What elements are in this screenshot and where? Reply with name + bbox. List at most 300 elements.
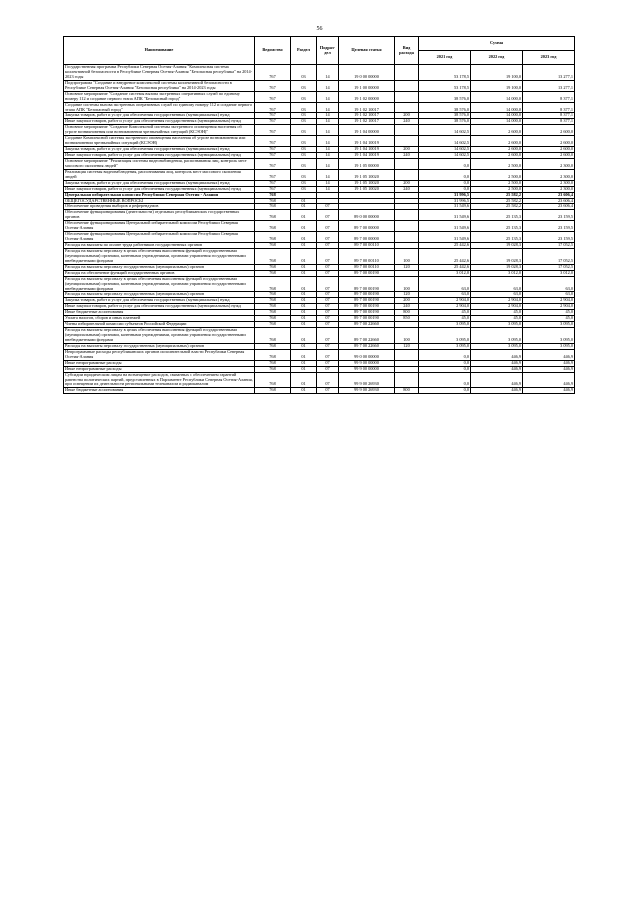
row-sum-2023: 23 159,5 [523, 210, 575, 221]
row-name: Иные бюджетные ассигнования [64, 388, 255, 394]
row-sum-2022: 19 028,3 [471, 248, 523, 264]
row-exp-type: 200 [395, 113, 419, 119]
row-sum-2022: 446,9 [471, 372, 523, 388]
row-sum-2022: 25 135,3 [471, 210, 523, 221]
row-sum-2023: 45,0 [523, 316, 575, 322]
row-sum-2023: 3 095,0 [523, 328, 575, 344]
row-sum-2023: 23 159,5 [523, 232, 575, 243]
row-subsection: 14 [317, 169, 339, 180]
row-sum-2021: 3 095,0 [419, 328, 471, 344]
row-sum-2023: 2 300,0 [523, 186, 575, 192]
row-sum-2022: 63,0 [471, 276, 523, 292]
row-dept: 767 [255, 80, 291, 91]
row-section: 03 [291, 186, 317, 192]
table-row [64, 210, 575, 221]
row-exp-type: 800 [395, 388, 419, 394]
row-sum-2021: 3 012,0 [419, 270, 471, 276]
row-dept: 768 [255, 360, 291, 366]
row-section: 03 [291, 65, 317, 81]
row-sum-2021: 53 178,5 [419, 65, 471, 81]
row-dept: 768 [255, 298, 291, 304]
row-sum-2021: 0,0 [419, 169, 471, 180]
row-name: Иные непрограммные расходы [64, 366, 255, 372]
row-exp-type [395, 232, 419, 243]
table-row [64, 158, 575, 169]
row-name: Обеспечение функционирования (деятельности) отдельных республиканских государственных органов [64, 210, 255, 221]
row-target: 99 0 00 00000 [339, 349, 395, 360]
row-sum-2021: 63,0 [419, 292, 471, 298]
row-dept: 768 [255, 198, 291, 204]
row-exp-type [395, 91, 419, 102]
row-name: Субсидии юридическим лицам на возмещение расходов, связанных с обеспечением гарантий равенства политических партий, представленных в Парламенте Республики Северная Осетия-Алания, при освещении их деятельности региональными телеканалом и радиоканалом [65, 372, 253, 387]
row-section: 01 [291, 349, 317, 360]
row-sum-2023: 2 600,0 [523, 136, 575, 147]
row-sum-2021: 31 996,5 [419, 192, 471, 198]
row-exp-type [395, 372, 419, 388]
row-subsection: 07 [317, 343, 339, 349]
row-sum-2023: 2 600,0 [523, 153, 575, 159]
row-sum-2021: 63,0 [419, 276, 471, 292]
row-dept: 767 [255, 119, 291, 125]
row-name: Расходы на выплаты персоналу государственных (муниципальных) органов [64, 292, 255, 298]
row-dept: 768 [255, 204, 291, 210]
row-dept: 768 [255, 310, 291, 316]
row-target: 19 1 05 10020 [339, 186, 395, 192]
row-dept: 768 [255, 192, 291, 198]
row-exp-type: 800 [395, 310, 419, 316]
row-target: 19 1 00 00000 [339, 80, 395, 91]
row-name: Реализация системы видеонаблюдения, распознавания лиц, контроль мест массового скопления людей [64, 169, 255, 180]
row-section: 03 [291, 113, 317, 119]
row-sum-2021: 0,0 [419, 349, 471, 360]
row-dept: 768 [255, 349, 291, 360]
row-sum-2022: 19 028,3 [471, 243, 523, 249]
row-exp-type: 120 [395, 292, 419, 298]
row-dept: 768 [255, 264, 291, 270]
row-sum-2022: 2 600,0 [471, 153, 523, 159]
row-exp-type [395, 169, 419, 180]
row-sum-2023: 3 095,0 [523, 343, 575, 349]
row-sum-2022: 2 904,0 [471, 304, 523, 310]
row-section: 01 [291, 232, 317, 243]
row-name: Центральная избирательная комиссия Республики Северная Осетия - Алания [64, 192, 255, 198]
row-exp-type: 100 [395, 276, 419, 292]
row-exp-type: 200 [395, 147, 419, 153]
row-name: Обеспечение функционирования Центральной избирательной комиссии Республики Северная Осетия-Алания [64, 221, 255, 232]
row-sum-2021: 2 904,0 [419, 304, 471, 310]
table-row [64, 80, 575, 91]
row-subsection: 07 [317, 360, 339, 366]
header-section: Раздел [291, 37, 317, 65]
row-subsection: 14 [317, 153, 339, 159]
row-sum-2022: 19 028,3 [471, 264, 523, 270]
row-subsection: 07 [317, 298, 339, 304]
row-subsection: 07 [317, 388, 339, 394]
row-target: 19 1 05 00000 [339, 158, 395, 169]
row-sum-2022: 3 095,0 [471, 343, 523, 349]
row-target: 89 7 00 00110 [339, 264, 395, 270]
row-name: Иные закупки товаров, работ и услуг для обеспечения государственных (муниципальных) нужд [64, 304, 255, 310]
row-name: Иные закупки товаров, работ и услуг для обеспечения государственных (муниципальных) нужд [64, 186, 255, 192]
row-sum-2023: 8 377,1 [523, 102, 575, 113]
row-sum-2021: 25 442,6 [419, 264, 471, 270]
row-sum-2021: 14 602,5 [419, 147, 471, 153]
row-sum-2022: 2 600,0 [471, 125, 523, 136]
row-section: 03 [291, 153, 317, 159]
row-subsection: 07 [317, 248, 339, 264]
header-dept: Ведомство [255, 37, 291, 65]
row-section: 01 [291, 388, 317, 394]
row-exp-type [395, 158, 419, 169]
row-dept: 768 [255, 328, 291, 344]
table-row [64, 248, 575, 264]
row-sum-2022: 2 500,0 [471, 169, 523, 180]
row-section: 01 [291, 243, 317, 249]
row-name: Иные непрограммные расходы [64, 360, 255, 366]
row-target: 99 9 00 26930 [339, 372, 395, 388]
row-sum-2021: 0,0 [419, 360, 471, 366]
row-sum-2023: 446,9 [523, 366, 575, 372]
row-target: 89 7 00 00110 [339, 243, 395, 249]
row-section: 01 [291, 264, 317, 270]
row-exp-type: 120 [395, 343, 419, 349]
row-sum-2021: 14 602,5 [419, 153, 471, 159]
row-sum-2021: 0,0 [419, 372, 471, 388]
row-section: 01 [291, 198, 317, 204]
row-subsection: 07 [317, 349, 339, 360]
row-subsection: 14 [317, 158, 339, 169]
row-dept: 768 [255, 343, 291, 349]
table-row [64, 388, 575, 394]
row-name: Иные закупки товаров, работ и услуг для обеспечения государственных (муниципальных) нужд [64, 119, 255, 125]
row-subsection: 07 [317, 304, 339, 310]
row-exp-type: 200 [395, 298, 419, 304]
row-sum-2021: 0,0 [419, 158, 471, 169]
row-exp-type [395, 125, 419, 136]
row-section: 03 [291, 158, 317, 169]
row-target: 19 1 04 10019 [339, 153, 395, 159]
table-row [64, 372, 575, 388]
row-name: Расходы на обеспечение функций государственных органов [64, 270, 255, 276]
row-sum-2023: 17 052,5 [523, 243, 575, 249]
row-exp-type: 240 [395, 153, 419, 159]
row-sum-2023: 63,0 [523, 292, 575, 298]
row-target: 89 7 00 00190 [339, 276, 395, 292]
row-target: 99 9 00 26930 [339, 388, 395, 394]
row-dept: 768 [255, 221, 291, 232]
row-dept: 767 [255, 153, 291, 159]
row-name: Расходы на выплаты персоналу государственных (муниципальных) органов [64, 264, 255, 270]
row-sum-2022: 446,9 [471, 388, 523, 394]
row-sum-2023: 2 600,0 [523, 147, 575, 153]
row-section: 03 [291, 80, 317, 91]
row-target: 89 7 00 00190 [339, 298, 395, 304]
row-name: Закупка товаров, работ и услуг для обеспечения государственных (муниципальных) нужд [64, 298, 255, 304]
row-subsection: 14 [317, 136, 339, 147]
row-sum-2022: 25 582,2 [471, 204, 523, 210]
row-sum-2022: 63,0 [471, 292, 523, 298]
row-section: 03 [291, 136, 317, 147]
row-sum-2021: 38 576,0 [419, 102, 471, 113]
row-sum-2023: 23 606,4 [523, 198, 575, 204]
row-section: 01 [291, 360, 317, 366]
table-row [64, 102, 575, 113]
row-target: 89 7 00 00000 [339, 232, 395, 243]
row-sum-2022: 2 500,0 [471, 180, 523, 186]
table-row [64, 276, 575, 292]
table-row [64, 169, 575, 180]
row-section: 03 [291, 119, 317, 125]
row-section: 01 [291, 366, 317, 372]
row-name: Расходы на выплаты персоналу в целях обеспечения выполнения функций государственными (муниципальными) органами, казенными учреждениями, органами управления государственными внебюджетными фондами [64, 276, 255, 292]
row-dept: 767 [255, 186, 291, 192]
row-sum-2021: 31 549,6 [419, 221, 471, 232]
row-dept: 768 [255, 322, 291, 328]
row-dept: 768 [255, 388, 291, 394]
row-exp-type: 120 [395, 264, 419, 270]
row-section: 01 [291, 204, 317, 210]
row-sum-2022: 2 600,0 [471, 136, 523, 147]
row-sum-2021: 14 602,5 [419, 125, 471, 136]
row-sum-2021: 31 549,6 [419, 210, 471, 221]
row-subsection: 14 [317, 65, 339, 81]
table-row [64, 349, 575, 360]
header-name: Наименование [64, 37, 255, 65]
row-sum-2023: 8 377,1 [523, 91, 575, 102]
row-sum-2021: 38 576,0 [419, 91, 471, 102]
row-exp-type [395, 136, 419, 147]
row-dept: 768 [255, 292, 291, 298]
row-dept: 767 [255, 65, 291, 81]
row-sum-2021: 0,0 [419, 180, 471, 186]
row-dept: 767 [255, 125, 291, 136]
row-sum-2021: 0,0 [419, 186, 471, 192]
row-exp-type: 850 [395, 316, 419, 322]
row-exp-type: 100 [395, 248, 419, 264]
row-name: Закупка товаров, работ и услуг для обеспечения государственных (муниципальных) нужд [64, 180, 255, 186]
row-sum-2023: 2 904,0 [523, 304, 575, 310]
row-sum-2022: 25 582,2 [471, 192, 523, 198]
row-section: 01 [291, 343, 317, 349]
row-exp-type [395, 349, 419, 360]
row-target: 89 7 00 00190 [339, 316, 395, 322]
row-name: Иные бюджетные ассигнования [64, 310, 255, 316]
row-sum-2023: 23 159,5 [523, 221, 575, 232]
row-section: 01 [291, 304, 317, 310]
row-name: Основное мероприятие "Создание системы вызова экстренных оперативных служб по единому номеру 112 и создание первого этапа АПК "Безопасный город" [64, 91, 255, 102]
row-dept: 767 [255, 91, 291, 102]
row-section: 03 [291, 180, 317, 186]
row-target: 89 7 00 22660 [339, 328, 395, 344]
row-subsection: 07 [317, 322, 339, 328]
table-row [64, 125, 575, 136]
row-dept: 768 [255, 366, 291, 372]
row-sum-2021: 25 442,6 [419, 248, 471, 264]
row-subsection: 07 [317, 310, 339, 316]
row-exp-type: 100 [395, 328, 419, 344]
row-subsection: 14 [317, 102, 339, 113]
row-target: 89 7 00 22660 [339, 343, 395, 349]
row-dept: 768 [255, 316, 291, 322]
row-subsection: 07 [317, 366, 339, 372]
page-number: 56 [316, 26, 323, 32]
row-subsection: 14 [317, 125, 339, 136]
row-sum-2022: 446,9 [471, 360, 523, 366]
row-section: 01 [291, 248, 317, 264]
table-row [64, 65, 575, 81]
row-sum-2021: 0,0 [419, 388, 471, 394]
row-dept: 767 [255, 136, 291, 147]
row-dept: 768 [255, 210, 291, 221]
row-dept: 767 [255, 102, 291, 113]
row-name: Создание системы вызова экстренных оперативных служб по единому номеру 112 и создание первого этапа АПК "Безопасный город" [64, 102, 255, 113]
row-name: Основное мероприятие "Создание Комплексной системы экстренного оповещения населения об угрозе возникновения или возникновении чрезвычайных ситуаций (КСЭОН)" [64, 125, 255, 136]
row-sum-2023: 17 052,5 [523, 248, 575, 264]
row-sum-2022: 45,0 [471, 316, 523, 322]
row-target: 19 1 05 10020 [339, 180, 395, 186]
row-target: 19 1 02 10017 [339, 119, 395, 125]
row-name: Члены избирательной комиссии субъектов Российской Федерации [64, 322, 255, 328]
table-row [64, 232, 575, 243]
row-subsection: 14 [317, 180, 339, 186]
header-target: Целевая статья [339, 37, 395, 65]
row-name: Государственная программа Республики Северная Осетия-Алания "Комплексная система коллективной безопасности в Республике Северная Осетия-Алания "Безопасная республика" на 2014-2023 годы [64, 65, 255, 81]
row-target: 19 1 02 10017 [339, 113, 395, 119]
row-exp-type [395, 80, 419, 91]
row-sum-2021: 31 549,6 [419, 232, 471, 243]
row-sum-2021: 3 095,0 [419, 322, 471, 328]
row-sum-2022: 3 095,0 [471, 328, 523, 344]
row-subsection: 07 [317, 264, 339, 270]
row-sum-2023: 2 300,0 [523, 180, 575, 186]
row-subsection: 14 [317, 119, 339, 125]
row-dept: 768 [255, 270, 291, 276]
row-section: 03 [291, 125, 317, 136]
row-exp-type: 200 [395, 180, 419, 186]
row-section: 01 [291, 292, 317, 298]
row-section: 01 [291, 372, 317, 388]
row-subsection: 07 [317, 243, 339, 249]
table-body [64, 65, 575, 394]
row-sum-2023: 446,9 [523, 349, 575, 360]
row-exp-type [395, 210, 419, 221]
row-subsection: 14 [317, 91, 339, 102]
row-sum-2023: 446,9 [523, 372, 575, 388]
row-sum-2023: 8 377,1 [523, 113, 575, 119]
row-sum-2023: 23 606,4 [523, 204, 575, 210]
row-sum-2021: 0,0 [419, 366, 471, 372]
row-sum-2022: 2 500,0 [471, 186, 523, 192]
row-section: 01 [291, 276, 317, 292]
row-name: Закупка товаров, работ и услуг для обеспечения государственных (муниципальных) нужд [64, 147, 255, 153]
header-2022: 2022 год [471, 51, 523, 65]
row-sum-2022: 19 100,0 [471, 80, 523, 91]
row-subsection: 14 [317, 186, 339, 192]
row-section: 01 [291, 210, 317, 221]
row-sum-2023: 13 277,1 [523, 65, 575, 81]
budget-table [63, 36, 575, 394]
row-sum-2022: 14 000,0 [471, 113, 523, 119]
row-sum-2023: 63,0 [523, 276, 575, 292]
row-target: 99 9 00 00000 [339, 360, 395, 366]
row-sum-2021: 53 178,5 [419, 80, 471, 91]
row-subsection: 07 [317, 276, 339, 292]
row-sum-2022: 19 100,0 [471, 65, 523, 81]
row-section: 01 [291, 316, 317, 322]
row-target: 89 7 00 00190 [339, 292, 395, 298]
row-dept: 767 [255, 180, 291, 186]
row-name: Расходы на выплаты по оплате труда работников государственных органов [64, 243, 255, 249]
row-dept: 768 [255, 276, 291, 292]
row-dept: 767 [255, 113, 291, 119]
row-target: 89 7 00 00190 [339, 270, 395, 276]
row-target: 19 1 02 00000 [339, 91, 395, 102]
row-section: 01 [291, 322, 317, 328]
row-dept: 767 [255, 158, 291, 169]
row-sum-2023: 2 904,0 [523, 298, 575, 304]
row-target: 19 1 04 00000 [339, 125, 395, 136]
row-subsection: 07 [317, 270, 339, 276]
row-section: 03 [291, 102, 317, 113]
row-name: Создание Комплексной системы экстренного оповещения населения об угрозе возникновения или возникновении чрезвычайных ситуаций (КСЭОН) [64, 136, 255, 147]
row-name: Обеспечение проведения выборов и референдумов [64, 204, 255, 210]
row-sum-2023: 446,9 [523, 388, 575, 394]
row-subsection: 07 [317, 372, 339, 388]
row-sum-2023: 2 300,0 [523, 158, 575, 169]
row-section: 03 [291, 91, 317, 102]
row-dept: 768 [255, 248, 291, 264]
row-sum-2023: 446,9 [523, 360, 575, 366]
row-section: 01 [291, 298, 317, 304]
row-sum-2021: 3 095,0 [419, 343, 471, 349]
row-target: 89 7 00 00110 [339, 248, 395, 264]
row-dept: 768 [255, 372, 291, 388]
row-exp-type: 240 [395, 119, 419, 125]
row-dept: 767 [255, 147, 291, 153]
row-sum-2023: 17 052,5 [523, 264, 575, 270]
row-name: Основное мероприятие "Реализация системы видеонаблюдения, распознавания лиц, контроль мест массового скопления людей" [64, 158, 255, 169]
row-sum-2022: 3 095,0 [471, 322, 523, 328]
table-row [64, 136, 575, 147]
row-sum-2023: 2 300,0 [523, 169, 575, 180]
row-name: ОБЩЕГОСУДАРСТВЕННЫЕ ВОПРОСЫ [64, 198, 255, 204]
header-2021: 2021 год [419, 51, 471, 65]
row-subsection: 07 [317, 221, 339, 232]
row-sum-2021: 14 602,5 [419, 136, 471, 147]
row-section: 01 [291, 328, 317, 344]
row-dept: 768 [255, 243, 291, 249]
row-sum-2022: 45,0 [471, 310, 523, 316]
row-sum-2021: 45,0 [419, 316, 471, 322]
row-target: 89 7 00 22660 [339, 322, 395, 328]
row-sum-2023: 3 012,0 [523, 270, 575, 276]
row-exp-type: 240 [395, 304, 419, 310]
header-2023: 2023 год [523, 51, 575, 65]
row-sum-2021: 45,0 [419, 310, 471, 316]
row-sum-2022: 25 582,2 [471, 198, 523, 204]
row-sum-2023: 45,0 [523, 310, 575, 316]
row-section: 01 [291, 270, 317, 276]
table-row [64, 328, 575, 344]
row-sum-2022: 3 012,0 [471, 270, 523, 276]
row-sum-2021: 2 904,0 [419, 298, 471, 304]
row-section: 03 [291, 147, 317, 153]
row-name: Подпрограмма "Создание и внедрение комплексной системы коллективной безопасности в Республике Северная Осетия-Алания "Безопасная республика" на 2014-2023 годы [64, 80, 255, 91]
row-target: 19 1 05 10020 [339, 169, 395, 180]
row-sum-2022: 25 135,3 [471, 232, 523, 243]
row-section: 01 [291, 221, 317, 232]
row-exp-type [395, 102, 419, 113]
